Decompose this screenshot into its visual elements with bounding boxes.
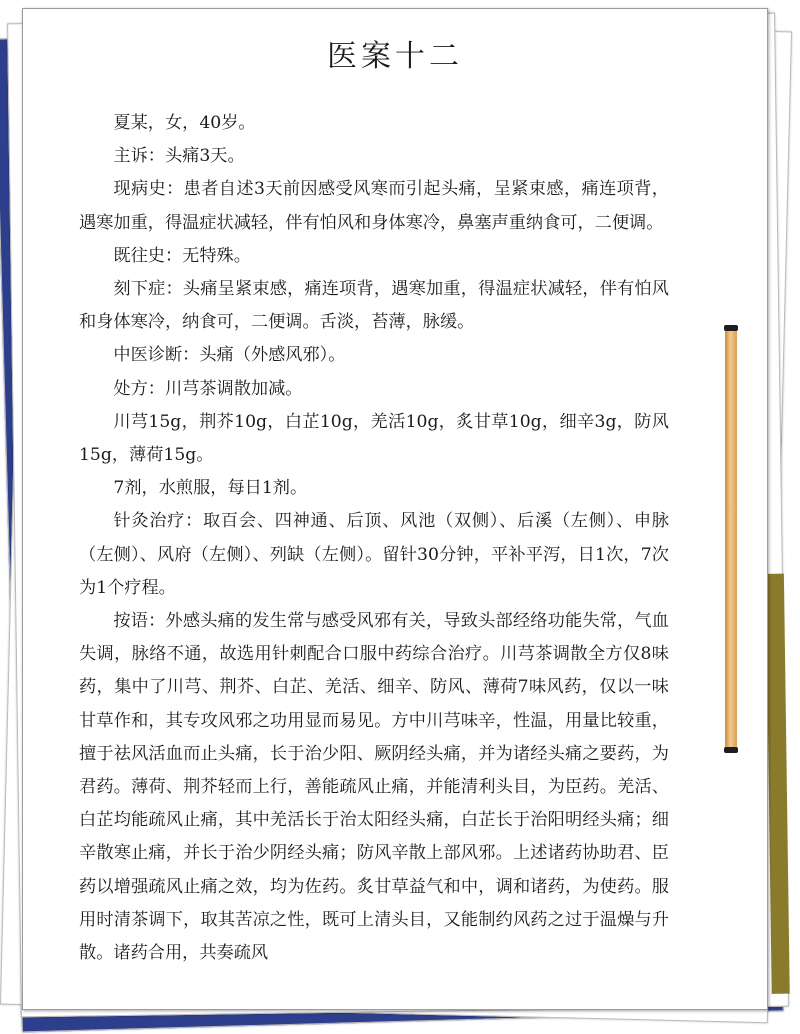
present-illness: 现病史：患者自述3天前因感受风寒而引起头痛，呈紧束感，痛连项背，遇寒加重，得温症状减轻，伴有怕风和身体寒冷，鼻塞声重纳食可，二便调。	[79, 179, 669, 233]
case-text	[79, 107, 669, 970]
patient-info: 夏某，女，40岁。	[113, 113, 256, 133]
document-page	[22, 8, 768, 1010]
dosage: 7剂，水煎服，每日1剂。	[113, 478, 308, 499]
bookmark-ribbon	[725, 329, 737, 749]
current-symptoms: 刻下症：头痛呈紧束感，痛连项背，遇寒加重，得温症状减轻，伴有怕风和身体寒冷，纳食可，二便调。舌淡，苔薄，脉缓。	[79, 279, 669, 333]
tcm-diagnosis: 中医诊断：头痛（外感风邪）。	[113, 345, 346, 366]
past-history: 既往史：无特殊。	[113, 245, 251, 266]
commentary: 按语：外感头痛的发生常与感受风邪有关，导致头部经络功能失常，气血失调，脉络不通，故选用针刺配合口服中药综合治疗。川芎茶调散全方仅8味药，集中了川芎、荆芥、白芷、羌活、细辛、防风、薄荷7味风药，仅以一味甘草作和，其专攻风邪之功用显而易见。方中川芎味辛，性温，用量比较重，擅于祛风活血而止头痛，长于治少阳、厥阴经头痛，并为诸经头痛之要药，为君药。薄荷、荆芥轻而上行，善能疏风止痛，并能清利头目，为臣药。羌活、白芷均能疏风止痛，其中羌活长于治太阳经头痛，白芷长于治阳明经头痛；细辛散寒止痛，并长于治少阴经头痛；防风辛散上部风邪。上述诸药协助君、臣药以增强疏风止痛之效，均为佐药。炙甘草益气和中，调和诸药，为使药。服用时清茶调下，取其苦凉之性，既可上清头目，又能制约风药之过于温燥与升散。诸药合用，共奏疏风	[79, 611, 669, 964]
page-edge-stripe	[766, 574, 790, 994]
prescription: 处方：川芎茶调散加减。	[113, 378, 303, 399]
chief-complaint: 主诉：头痛3天。	[113, 146, 245, 167]
herb-list: 川芎15g，荆芥10g，白芷10g，羌活10g，炙甘草10g，细辛3g，防风15g，薄荷15g。	[79, 411, 669, 466]
page-title: 医案十二	[327, 39, 463, 74]
acupuncture-treatment: 针灸治疗：取百会、四神通、后顶、风池（双侧）、后溪（左侧）、申脉（左侧）、风府（左侧）、列缺（左侧）。留针30分钟，平补平泻，日1次，7次为1个疗程。	[79, 511, 669, 598]
